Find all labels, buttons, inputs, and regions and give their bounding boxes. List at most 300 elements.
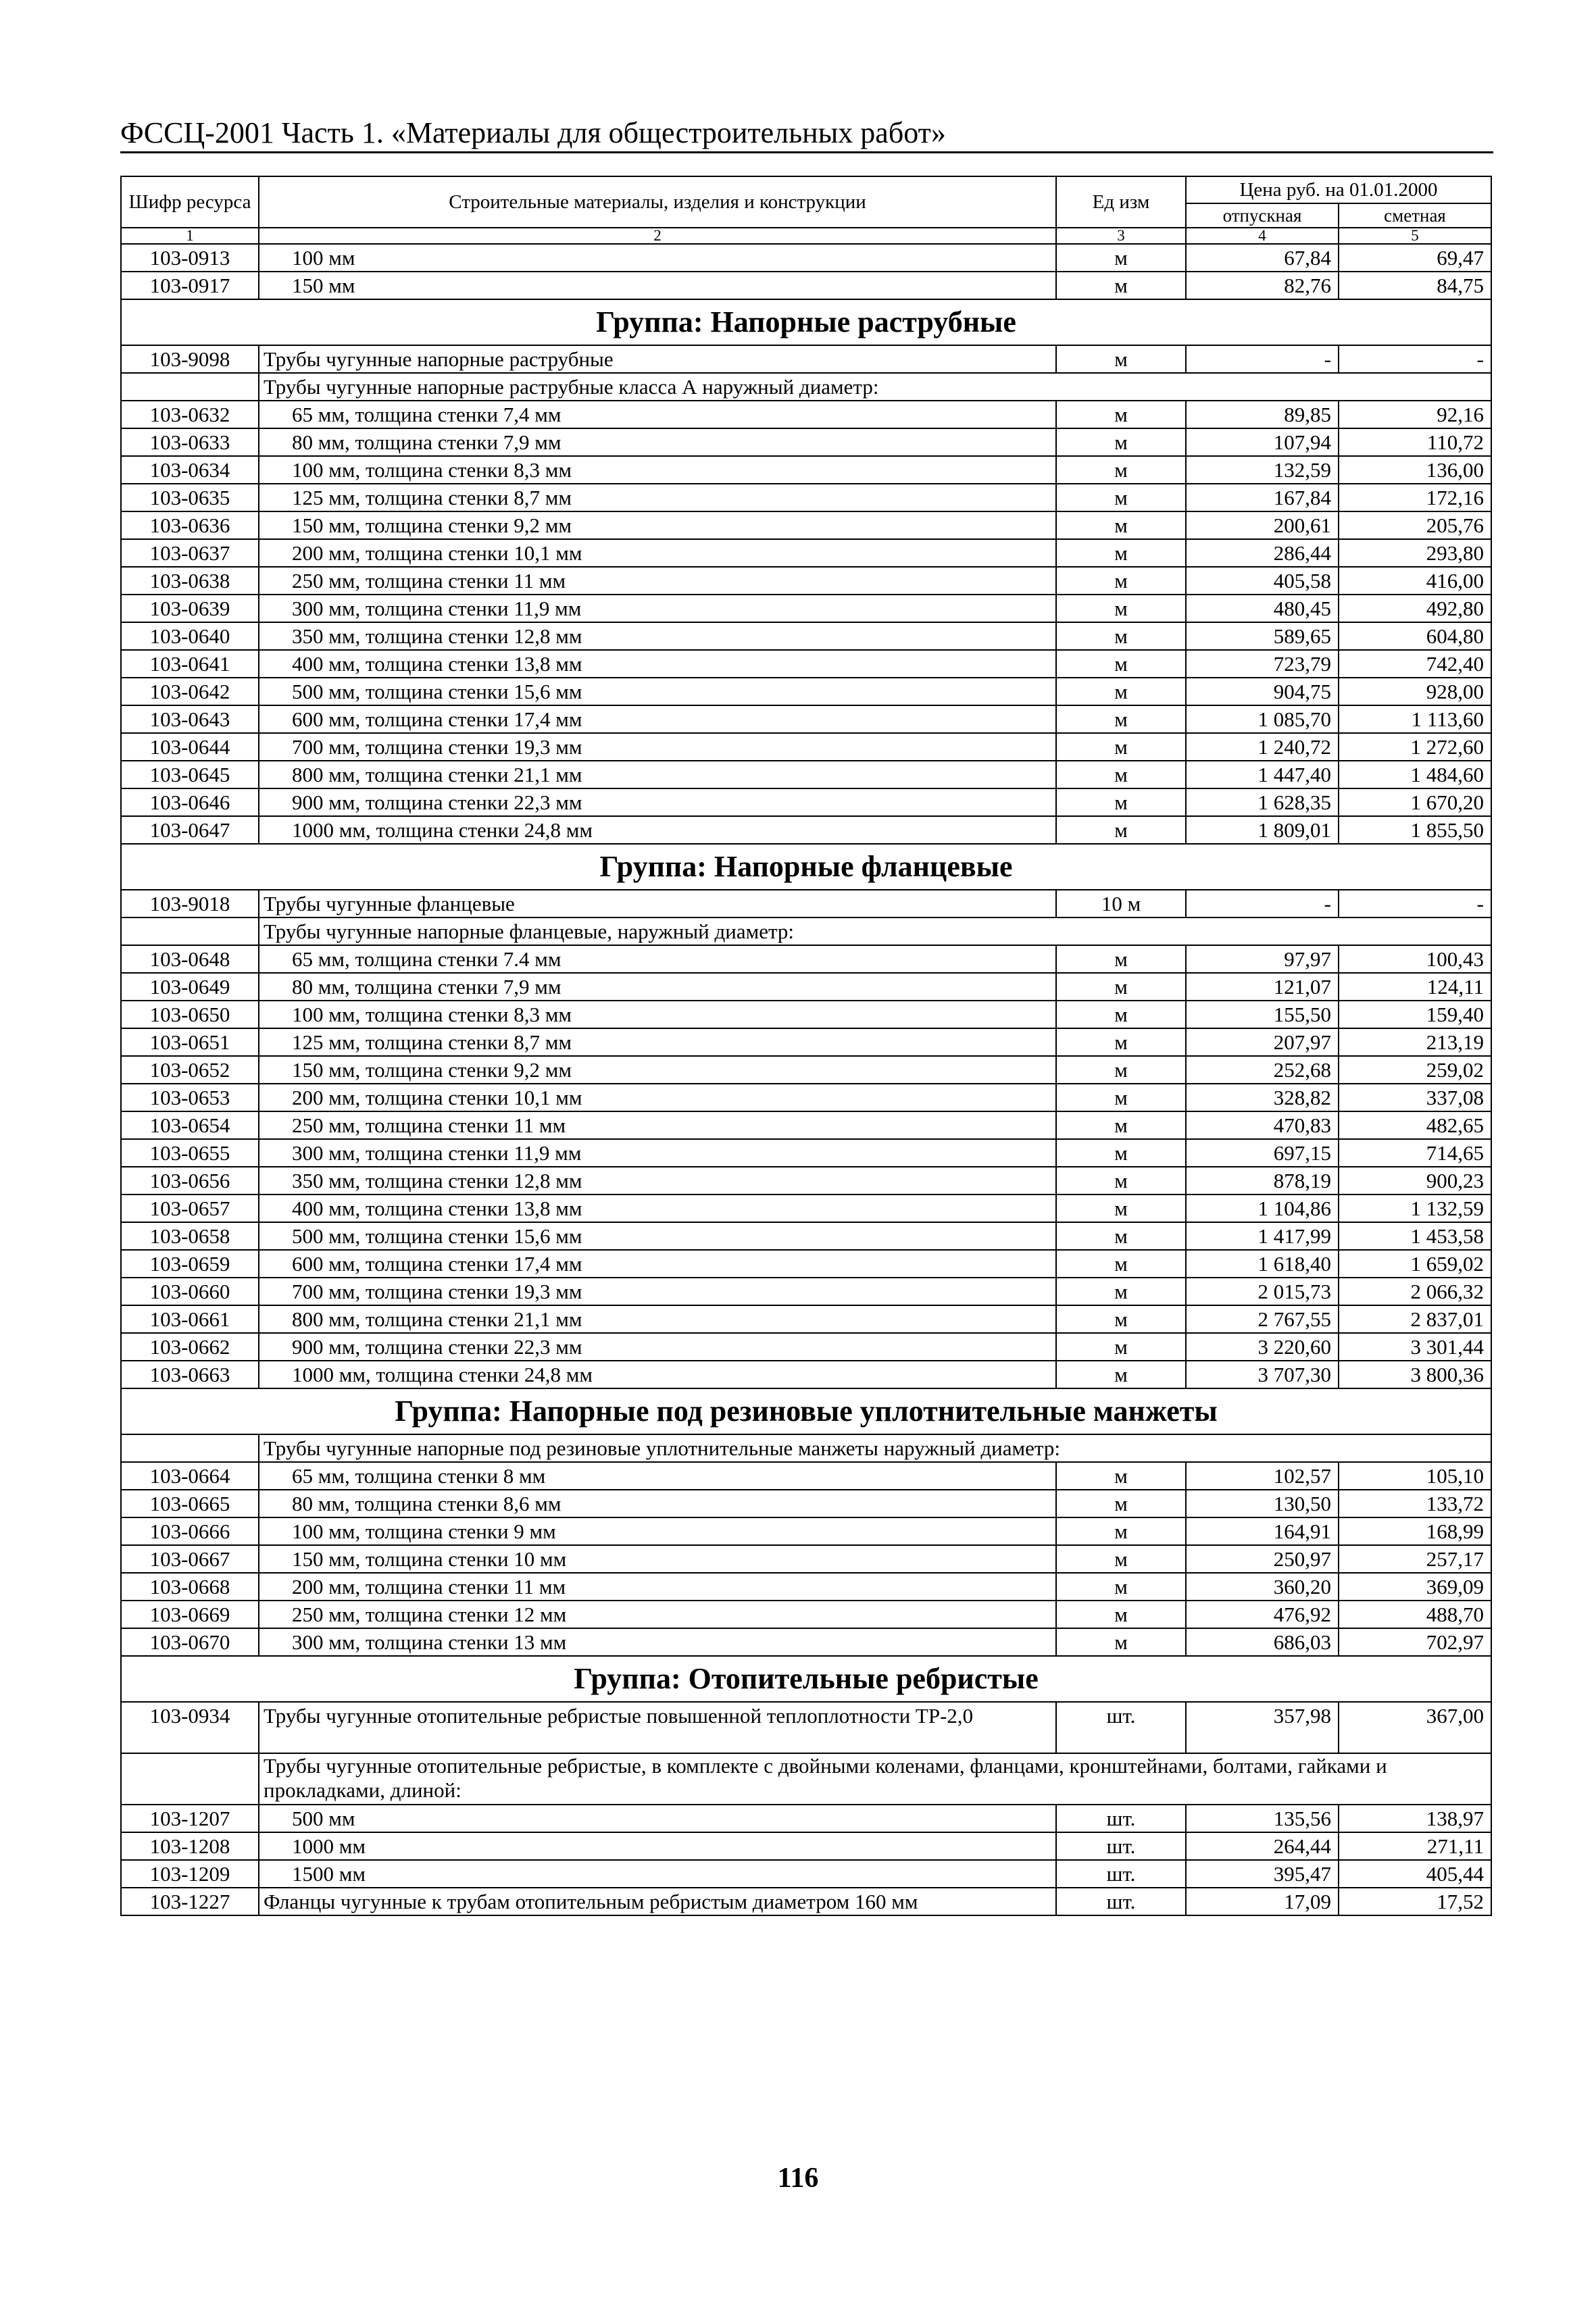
resource-code: 103-0647 [121,816,259,844]
group-title: Группа: Отопительные ребристые [121,1656,1491,1702]
table-row [121,1056,1491,1084]
estimate-price: 92,16 [1339,401,1491,428]
unit-of-measure: м [1056,1278,1186,1305]
unit-of-measure: м [1056,1628,1186,1656]
material-name: 250 мм, толщина стенки 12 мм [259,1601,1056,1628]
header-estimate-price: сметная [1339,203,1491,228]
material-name: 700 мм, толщина стенки 19,3 мм [259,1278,1056,1305]
material-name: 1000 мм, толщина стенки 24,8 мм [259,816,1056,844]
unit-of-measure: м [1056,1222,1186,1250]
material-name: 80 мм, толщина стенки 7,9 мм [259,428,1056,456]
subheading-row [121,373,1491,401]
material-name: 100 мм, толщина стенки 8,3 мм [259,1001,1056,1028]
resource-code: 103-0917 [121,272,259,299]
estimate-price: 213,19 [1339,1028,1491,1056]
unit-of-measure: м [1056,1490,1186,1517]
estimate-price: 100,43 [1339,945,1491,973]
column-number: 1 [121,228,259,244]
release-price: 2 767,55 [1186,1305,1339,1333]
subheading-row [121,917,1491,945]
table-row [121,1832,1491,1860]
estimate-price: 159,40 [1339,1001,1491,1028]
table-row [121,1084,1491,1111]
unit-of-measure: м [1056,1194,1186,1222]
estimate-price: 488,70 [1339,1601,1491,1628]
release-price: 155,50 [1186,1001,1339,1028]
unit-of-measure: м [1056,1250,1186,1278]
table-row [121,1222,1491,1250]
release-price: 89,85 [1186,401,1339,428]
release-price: 357,98 [1186,1702,1339,1753]
subheading-text: Трубы чугунные напорные фланцевые, наружный диаметр: [259,917,1491,945]
unit-of-measure: м [1056,244,1186,272]
unit-of-measure: шт. [1056,1702,1186,1753]
table-row [121,1139,1491,1167]
estimate-price: 110,72 [1339,428,1491,456]
resource-code: 103-0656 [121,1167,259,1194]
material-name: 65 мм, толщина стенки 8 мм [259,1462,1056,1490]
estimate-price: 405,44 [1339,1860,1491,1888]
resource-code: 103-0635 [121,484,259,511]
unit-of-measure: м [1056,622,1186,650]
release-price: 723,79 [1186,650,1339,678]
price-table [120,176,1492,1916]
column-number: 5 [1339,228,1491,244]
material-name: 500 мм, толщина стенки 15,6 мм [259,678,1056,705]
resource-code: 103-0639 [121,595,259,622]
unit-of-measure: м [1056,428,1186,456]
release-price: 405,58 [1186,567,1339,595]
release-price: 132,59 [1186,456,1339,484]
release-price: 207,97 [1186,1028,1339,1056]
table-row [121,1545,1491,1573]
material-name: Трубы чугунные напорные раструбные [259,345,1056,373]
unit-of-measure: шт. [1056,1805,1186,1832]
estimate-price: 293,80 [1339,539,1491,567]
table-row [121,1028,1491,1056]
estimate-price: 2 066,32 [1339,1278,1491,1305]
table-row [121,539,1491,567]
material-name: 800 мм, толщина стенки 21,1 мм [259,1305,1056,1333]
header-release-price: отпускная [1186,203,1339,228]
estimate-price: 2 837,01 [1339,1305,1491,1333]
resource-code: 103-0670 [121,1628,259,1656]
estimate-price: - [1339,345,1491,373]
estimate-price: 84,75 [1339,272,1491,299]
table-row [121,1278,1491,1305]
estimate-price: 1 132,59 [1339,1194,1491,1222]
unit-of-measure: м [1056,678,1186,705]
unit-of-measure: м [1056,1545,1186,1573]
resource-code: 103-0638 [121,567,259,595]
unit-of-measure: м [1056,567,1186,595]
material-name: 400 мм, толщина стенки 13,8 мм [259,650,1056,678]
unit-of-measure: м [1056,705,1186,733]
resource-code: 103-0636 [121,511,259,539]
release-price: 470,83 [1186,1111,1339,1139]
subheading-text: Трубы чугунные отопительные ребристые, в комплекте с двойными коленами, фланцами, кронштейнами, болтами, гайками и прокладками, длиной: [259,1753,1491,1805]
resource-code: 103-0667 [121,1545,259,1573]
release-price: 878,19 [1186,1167,1339,1194]
estimate-price: 1 272,60 [1339,733,1491,761]
release-price: 1 240,72 [1186,733,1339,761]
release-price: 97,97 [1186,945,1339,973]
release-price: 164,91 [1186,1517,1339,1545]
estimate-price: 69,47 [1339,244,1491,272]
material-name: 100 мм [259,244,1056,272]
release-price: 904,75 [1186,678,1339,705]
subheading-row [121,1434,1491,1462]
resource-code: 103-0653 [121,1084,259,1111]
resource-code: 103-0660 [121,1278,259,1305]
material-name: 65 мм, толщина стенки 7.4 мм [259,945,1056,973]
material-name: 125 мм, толщина стенки 8,7 мм [259,1028,1056,1056]
resource-code: 103-0913 [121,244,259,272]
subheading-row [121,1753,1491,1805]
material-name: 250 мм, толщина стенки 11 мм [259,1111,1056,1139]
unit-of-measure: м [1056,539,1186,567]
resource-code: 103-0664 [121,1462,259,1490]
resource-code: 103-0634 [121,456,259,484]
table-row [121,1305,1491,1333]
unit-of-measure: м [1056,1139,1186,1167]
release-price: - [1186,345,1339,373]
estimate-price: 1 855,50 [1339,816,1491,844]
estimate-price: 17,52 [1339,1888,1491,1915]
unit-of-measure: шт. [1056,1888,1186,1915]
release-price: 167,84 [1186,484,1339,511]
material-name: 700 мм, толщина стенки 19,3 мм [259,733,1056,761]
material-name: Трубы чугунные фланцевые [259,890,1056,917]
material-name: 900 мм, толщина стенки 22,3 мм [259,788,1056,816]
table-row [121,650,1491,678]
unit-of-measure: м [1056,1056,1186,1084]
table-row [121,1333,1491,1361]
table-row [121,973,1491,1001]
release-price: 1 809,01 [1186,816,1339,844]
subheading-text: Трубы чугунные напорные под резиновые уплотнительные манжеты наружный диаметр: [259,1434,1491,1462]
table-row [121,945,1491,973]
table-row [121,1250,1491,1278]
header-name: Строительные материалы, изделия и конструкции [259,176,1056,228]
release-price: 1 447,40 [1186,761,1339,788]
material-name: 1000 мм, толщина стенки 24,8 мм [259,1361,1056,1388]
table-row [121,1361,1491,1388]
material-name: 600 мм, толщина стенки 17,4 мм [259,1250,1056,1278]
release-price: 264,44 [1186,1832,1339,1860]
unit-of-measure: м [1056,1462,1186,1490]
resource-code: 103-1208 [121,1832,259,1860]
resource-code: 103-0650 [121,1001,259,1028]
resource-code: 103-0665 [121,1490,259,1517]
table-row [121,1517,1491,1545]
resource-code: 103-0652 [121,1056,259,1084]
estimate-price: 124,11 [1339,973,1491,1001]
resource-code: 103-0661 [121,1305,259,1333]
release-price: 589,65 [1186,622,1339,650]
estimate-price: 492,80 [1339,595,1491,622]
unit-of-measure: м [1056,1001,1186,1028]
release-price: 17,09 [1186,1888,1339,1915]
column-number-row [121,228,1491,244]
table-row [121,1860,1491,1888]
group-title-row [121,1388,1491,1434]
release-price: 395,47 [1186,1860,1339,1888]
column-number: 3 [1056,228,1186,244]
material-name: 65 мм, толщина стенки 7,4 мм [259,401,1056,428]
estimate-price: 900,23 [1339,1167,1491,1194]
resource-code: 103-0658 [121,1222,259,1250]
subheading-code-cell [121,1434,259,1462]
release-price: 130,50 [1186,1490,1339,1517]
table-row [121,816,1491,844]
table-row [121,1462,1491,1490]
material-name: 100 мм, толщина стенки 9 мм [259,1517,1056,1545]
unit-of-measure: м [1056,1111,1186,1139]
page-number: 116 [777,2163,819,2194]
estimate-price: 133,72 [1339,1490,1491,1517]
resource-code: 103-0649 [121,973,259,1001]
resource-code: 103-0655 [121,1139,259,1167]
release-price: 286,44 [1186,539,1339,567]
material-name: 100 мм, толщина стенки 8,3 мм [259,456,1056,484]
material-name: Фланцы чугунные к трубам отопительным ребристым диаметром 160 мм [259,1888,1056,1915]
resource-code: 103-0659 [121,1250,259,1278]
table-row [121,622,1491,650]
unit-of-measure: м [1056,1573,1186,1601]
table-row [121,1702,1491,1753]
unit-of-measure: м [1056,788,1186,816]
table-row [121,733,1491,761]
material-name: Трубы чугунные отопительные ребристые повышенной теплоплотности ТР-2,0 [259,1702,1056,1753]
material-name: 300 мм, толщина стенки 13 мм [259,1628,1056,1656]
unit-of-measure: м [1056,816,1186,844]
table-row [121,244,1491,272]
unit-of-measure: м [1056,511,1186,539]
release-price: 250,97 [1186,1545,1339,1573]
material-name: 80 мм, толщина стенки 8,6 мм [259,1490,1056,1517]
release-price: 107,94 [1186,428,1339,456]
table-row [121,511,1491,539]
estimate-price: 3 301,44 [1339,1333,1491,1361]
material-name: 200 мм, толщина стенки 11 мм [259,1573,1056,1601]
unit-of-measure: 10 м [1056,890,1186,917]
group-title-row [121,1656,1491,1702]
estimate-price: 714,65 [1339,1139,1491,1167]
estimate-price: 168,99 [1339,1517,1491,1545]
subheading-code-cell [121,373,259,401]
table-row [121,484,1491,511]
resource-code: 103-0663 [121,1361,259,1388]
column-number: 4 [1186,228,1339,244]
release-price: 252,68 [1186,1056,1339,1084]
table-row [121,1490,1491,1517]
resource-code: 103-1209 [121,1860,259,1888]
material-name: 500 мм, толщина стенки 15,6 мм [259,1222,1056,1250]
resource-code: 103-0648 [121,945,259,973]
table-row [121,890,1491,917]
header-unit: Ед изм [1056,176,1186,228]
resource-code: 103-0645 [121,761,259,788]
table-row [121,1573,1491,1601]
group-title: Группа: Напорные раструбные [121,299,1491,345]
resource-code: 103-1227 [121,1888,259,1915]
resource-code: 103-0657 [121,1194,259,1222]
resource-code: 103-0642 [121,678,259,705]
unit-of-measure: м [1056,595,1186,622]
release-price: 102,57 [1186,1462,1339,1490]
table-row [121,705,1491,733]
unit-of-measure: м [1056,945,1186,973]
table-row [121,1194,1491,1222]
estimate-price: 1 484,60 [1339,761,1491,788]
material-name: 300 мм, толщина стенки 11,9 мм [259,595,1056,622]
release-price: 686,03 [1186,1628,1339,1656]
release-price: 1 417,99 [1186,1222,1339,1250]
subheading-code-cell [121,917,259,945]
material-name: 125 мм, толщина стенки 8,7 мм [259,484,1056,511]
resource-code: 103-0632 [121,401,259,428]
unit-of-measure: м [1056,345,1186,373]
material-name: 80 мм, толщина стенки 7,9 мм [259,973,1056,1001]
table-row [121,456,1491,484]
table-row [121,1628,1491,1656]
estimate-price: 367,00 [1339,1702,1491,1753]
page-header: ФССЦ-2001 Часть 1. «Материалы для общестроительных работ» [120,116,946,149]
table-row [121,1001,1491,1028]
table-row [121,788,1491,816]
table-row [121,1888,1491,1915]
estimate-price: 172,16 [1339,484,1491,511]
release-price: 135,56 [1186,1805,1339,1832]
material-name: 150 мм, толщина стенки 9,2 мм [259,1056,1056,1084]
resource-code: 103-9018 [121,890,259,917]
unit-of-measure: м [1056,1305,1186,1333]
estimate-price: - [1339,890,1491,917]
table-row [121,345,1491,373]
unit-of-measure: м [1056,401,1186,428]
release-price: 697,15 [1186,1139,1339,1167]
release-price: 3 220,60 [1186,1333,1339,1361]
estimate-price: 337,08 [1339,1084,1491,1111]
unit-of-measure: шт. [1056,1832,1186,1860]
material-name: 300 мм, толщина стенки 11,9 мм [259,1139,1056,1167]
table-row [121,595,1491,622]
material-name: 250 мм, толщина стенки 11 мм [259,567,1056,595]
group-title-row [121,299,1491,345]
estimate-price: 928,00 [1339,678,1491,705]
table-row [121,1111,1491,1139]
resource-code: 103-0651 [121,1028,259,1056]
table-row [121,272,1491,299]
unit-of-measure: м [1056,456,1186,484]
estimate-price: 604,80 [1339,622,1491,650]
unit-of-measure: м [1056,733,1186,761]
material-name: 500 мм [259,1805,1056,1832]
estimate-price: 742,40 [1339,650,1491,678]
resource-code: 103-0640 [121,622,259,650]
resource-code: 103-0644 [121,733,259,761]
unit-of-measure: м [1056,973,1186,1001]
estimate-price: 105,10 [1339,1462,1491,1490]
release-price: 82,76 [1186,272,1339,299]
release-price: 480,45 [1186,595,1339,622]
resource-code: 103-0662 [121,1333,259,1361]
header-code: Шифр ресурса [121,176,259,228]
unit-of-measure: м [1056,1084,1186,1111]
material-name: 1000 мм [259,1832,1056,1860]
estimate-price: 257,17 [1339,1545,1491,1573]
group-title-row [121,844,1491,890]
release-price: 3 707,30 [1186,1361,1339,1388]
release-price: 1 628,35 [1186,788,1339,816]
material-name: 200 мм, толщина стенки 10,1 мм [259,1084,1056,1111]
table-row [121,1167,1491,1194]
resource-code: 103-0646 [121,788,259,816]
material-name: 150 мм, толщина стенки 10 мм [259,1545,1056,1573]
header-price: Цена руб. на 01.01.2000 [1186,176,1491,203]
material-name: 150 мм, толщина стенки 9,2 мм [259,511,1056,539]
estimate-price: 205,76 [1339,511,1491,539]
estimate-price: 416,00 [1339,567,1491,595]
resource-code: 103-0934 [121,1702,259,1753]
table-row [121,401,1491,428]
group-title: Группа: Напорные фланцевые [121,844,1491,890]
table-row [121,761,1491,788]
subheading-code-cell [121,1753,259,1805]
resource-code: 103-0666 [121,1517,259,1545]
unit-of-measure: м [1056,1167,1186,1194]
table-row [121,678,1491,705]
release-price: 360,20 [1186,1573,1339,1601]
unit-of-measure: м [1056,272,1186,299]
unit-of-measure: м [1056,1517,1186,1545]
estimate-price: 138,97 [1339,1805,1491,1832]
material-name: 800 мм, толщина стенки 21,1 мм [259,761,1056,788]
unit-of-measure: м [1056,761,1186,788]
material-name: 1500 мм [259,1860,1056,1888]
estimate-price: 136,00 [1339,456,1491,484]
estimate-price: 1 453,58 [1339,1222,1491,1250]
material-name: 350 мм, толщина стенки 12,8 мм [259,622,1056,650]
column-number: 2 [259,228,1056,244]
unit-of-measure: м [1056,1361,1186,1388]
table-header-row [121,176,1491,203]
subheading-text: Трубы чугунные напорные раструбные класса А наружный диаметр: [259,373,1491,401]
resource-code: 103-0633 [121,428,259,456]
release-price: 2 015,73 [1186,1278,1339,1305]
resource-code: 103-0669 [121,1601,259,1628]
material-name: 400 мм, толщина стенки 13,8 мм [259,1194,1056,1222]
estimate-price: 702,97 [1339,1628,1491,1656]
material-name: 150 мм [259,272,1056,299]
resource-code: 103-0641 [121,650,259,678]
table-row [121,428,1491,456]
estimate-price: 1 670,20 [1339,788,1491,816]
resource-code: 103-9098 [121,345,259,373]
estimate-price: 3 800,36 [1339,1361,1491,1388]
resource-code: 103-1207 [121,1805,259,1832]
estimate-price: 482,65 [1339,1111,1491,1139]
table-row [121,1601,1491,1628]
release-price: 328,82 [1186,1084,1339,1111]
unit-of-measure: м [1056,1333,1186,1361]
release-price: 1 104,86 [1186,1194,1339,1222]
resource-code: 103-0668 [121,1573,259,1601]
unit-of-measure: м [1056,1601,1186,1628]
release-price: 67,84 [1186,244,1339,272]
estimate-price: 259,02 [1339,1056,1491,1084]
